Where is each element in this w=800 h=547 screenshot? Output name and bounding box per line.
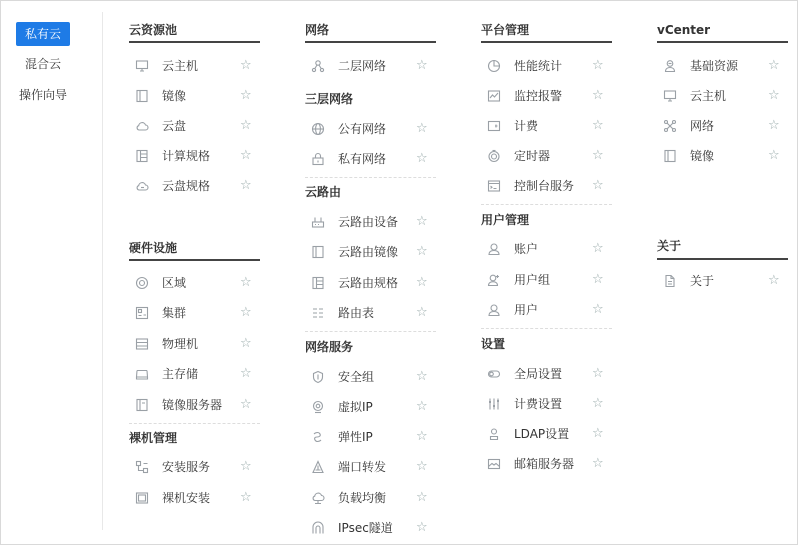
section-separator	[481, 204, 612, 206]
menu-item-vm[interactable]: 云主机 ☆	[129, 57, 259, 75]
monitor-alarm-icon	[487, 89, 501, 103]
section-title-baremetal: 裸机管理	[129, 431, 178, 445]
storage-icon	[135, 367, 149, 381]
menu-item-volume[interactable]: 云盘 ☆	[129, 117, 259, 135]
ldap-icon	[487, 427, 501, 441]
section-title-settings: 设置	[481, 337, 506, 351]
star-icon[interactable]: ☆	[768, 58, 780, 73]
user-icon	[487, 303, 501, 317]
section-title-vrouter: 云路由	[305, 185, 342, 199]
menu-item-l2-network[interactable]: 二层网络 ☆	[305, 57, 435, 75]
star-icon[interactable]: ☆	[416, 429, 428, 444]
menu-item-eip[interactable]: 弹性IP ☆	[305, 428, 435, 446]
section-underline	[129, 259, 260, 261]
star-icon[interactable]: ☆	[240, 88, 252, 103]
star-icon[interactable]: ☆	[768, 118, 780, 133]
section-underline	[657, 41, 788, 43]
nav-divider	[102, 12, 103, 530]
star-icon[interactable]: ☆	[240, 305, 252, 320]
console-icon	[487, 179, 501, 193]
menu-item-port-forward[interactable]: 端口转发 ☆	[305, 458, 435, 476]
lock-network-icon	[311, 152, 325, 166]
menu-item-private-network[interactable]: 私有网络 ☆	[305, 150, 435, 168]
star-icon[interactable]: ☆	[416, 369, 428, 384]
image-icon	[663, 149, 677, 163]
menu-item-vcenter-image[interactable]: 镜像 ☆	[657, 147, 787, 165]
menu-item-ldap-settings[interactable]: LDAP设置 ☆	[481, 425, 611, 443]
sliders-icon	[487, 397, 501, 411]
section-separator	[481, 328, 612, 330]
zone-icon	[135, 276, 149, 290]
menu-item-billing[interactable]: 计费 ☆	[481, 117, 611, 135]
menu-item-route-table[interactable]: 路由表 ☆	[305, 304, 435, 322]
left-nav	[0, 0, 102, 530]
cluster-icon	[135, 306, 149, 320]
nav-hybrid-cloud[interactable]: 混合云	[24, 57, 61, 71]
menu-item-public-network[interactable]: 公有网络 ☆	[305, 120, 435, 138]
menu-item-install-service[interactable]: 安装服务 ☆	[129, 458, 259, 476]
star-icon[interactable]: ☆	[768, 273, 780, 288]
section-title-vcenter: vCenter	[657, 23, 711, 37]
star-icon[interactable]: ☆	[592, 302, 604, 317]
star-icon[interactable]: ☆	[416, 490, 428, 505]
star-icon[interactable]: ☆	[592, 366, 604, 381]
menu-item-baremetal-install[interactable]: 裸机安装 ☆	[129, 489, 259, 507]
base-resource-icon	[663, 59, 677, 73]
star-icon[interactable]: ☆	[768, 88, 780, 103]
menu-item-base-resource[interactable]: 基础资源 ☆	[657, 57, 787, 75]
menu-item-zone[interactable]: 区域 ☆	[129, 274, 259, 292]
image-server-icon	[135, 398, 149, 412]
globe-icon	[311, 122, 325, 136]
toggle-icon	[487, 367, 501, 381]
menu-item-vrouter-spec[interactable]: 云路由规格 ☆	[305, 274, 435, 292]
shield-icon	[311, 370, 325, 384]
menu-item-cluster[interactable]: 集群 ☆	[129, 304, 259, 322]
menu-item-performance[interactable]: 性能统计 ☆	[481, 57, 611, 75]
load-balancer-icon	[311, 491, 325, 505]
server-icon	[135, 337, 149, 351]
section-separator	[305, 331, 436, 333]
star-icon[interactable]: ☆	[416, 520, 428, 535]
star-icon[interactable]: ☆	[416, 399, 428, 414]
menu-item-host[interactable]: 物理机 ☆	[129, 335, 259, 353]
menu-item-mail-server[interactable]: 邮箱服务器 ☆	[481, 455, 611, 473]
star-icon[interactable]: ☆	[240, 148, 252, 163]
menu-item-volume-spec[interactable]: 云盘规格 ☆	[129, 177, 259, 195]
account-icon	[487, 242, 501, 256]
menu-item-vcenter-vm[interactable]: 云主机 ☆	[657, 87, 787, 105]
star-icon[interactable]: ☆	[240, 366, 252, 381]
star-icon[interactable]: ☆	[240, 118, 252, 133]
star-icon[interactable]: ☆	[240, 490, 252, 505]
section-title-network: 网络	[305, 23, 330, 37]
star-icon[interactable]: ☆	[416, 151, 428, 166]
vip-icon	[311, 400, 325, 414]
star-icon[interactable]: ☆	[416, 58, 428, 73]
router-icon	[311, 215, 325, 229]
monitor-icon	[663, 89, 677, 103]
menu-item-image[interactable]: 镜像 ☆	[129, 87, 259, 105]
tunnel-icon	[311, 521, 325, 535]
monitor-icon	[135, 59, 149, 73]
timer-icon	[487, 149, 501, 163]
menu-item-vip[interactable]: 虚拟IP ☆	[305, 398, 435, 416]
menu-item-console-service[interactable]: 控制台服务 ☆	[481, 177, 611, 195]
menu-item-user[interactable]: 用户 ☆	[481, 301, 611, 319]
star-icon[interactable]: ☆	[416, 305, 428, 320]
network-icon	[663, 119, 677, 133]
menu-item-primary-storage[interactable]: 主存储 ☆	[129, 365, 259, 383]
star-icon[interactable]: ☆	[416, 244, 428, 259]
spec-icon	[135, 149, 149, 163]
menu-item-account[interactable]: 账户 ☆	[481, 240, 611, 258]
pie-chart-icon	[487, 59, 501, 73]
nav-guide[interactable]: 操作向导	[18, 88, 67, 102]
route-table-icon	[311, 306, 325, 320]
router-image-icon	[311, 245, 325, 259]
star-icon[interactable]: ☆	[240, 459, 252, 474]
billing-icon	[487, 119, 501, 133]
star-icon[interactable]: ☆	[240, 336, 252, 351]
section-separator	[305, 177, 436, 179]
port-forward-icon	[311, 460, 325, 474]
menu-item-user-group[interactable]: 用户组 ☆	[481, 271, 611, 289]
star-icon[interactable]: ☆	[592, 426, 604, 441]
section-title-cloud-pool: 云资源池	[129, 23, 178, 37]
section-underline	[129, 41, 260, 43]
menu-item-vrouter-image[interactable]: 云路由镜像 ☆	[305, 243, 435, 261]
menu-item-load-balancer[interactable]: 负载均衡 ☆	[305, 489, 435, 507]
star-icon[interactable]: ☆	[416, 459, 428, 474]
menu-item-timer[interactable]: 定时器 ☆	[481, 147, 611, 165]
menu-item-image-server[interactable]: 镜像服务器 ☆	[129, 396, 259, 414]
cloud-spec-icon	[135, 179, 149, 193]
star-icon[interactable]: ☆	[240, 58, 252, 73]
star-icon[interactable]: ☆	[592, 118, 604, 133]
section-title-platform: 平台管理	[481, 23, 530, 37]
star-icon[interactable]: ☆	[416, 121, 428, 136]
star-icon[interactable]: ☆	[592, 148, 604, 163]
star-icon[interactable]: ☆	[592, 456, 604, 471]
section-separator	[129, 423, 260, 425]
star-icon[interactable]: ☆	[592, 178, 604, 193]
section-title-network-service: 网络服务	[305, 340, 354, 354]
mail-icon	[487, 457, 501, 471]
install-service-icon	[135, 460, 149, 474]
menu-item-vrouter[interactable]: 云路由设备 ☆	[305, 213, 435, 231]
star-icon[interactable]: ☆	[592, 272, 604, 287]
section-title-user-mgmt: 用户管理	[481, 213, 530, 227]
section-title-hardware: 硬件设施	[129, 241, 178, 255]
user-group-icon	[487, 273, 501, 287]
star-icon[interactable]: ☆	[592, 396, 604, 411]
menu-item-about[interactable]: 关于 ☆	[657, 272, 787, 290]
cloud-icon	[135, 119, 149, 133]
baremetal-icon	[135, 491, 149, 505]
menu-item-security-group[interactable]: 安全组 ☆	[305, 368, 435, 386]
star-icon[interactable]: ☆	[240, 397, 252, 412]
nav-private-cloud[interactable]: 私有云	[16, 22, 70, 46]
menu-item-vcenter-network[interactable]: 网络 ☆	[657, 117, 787, 135]
star-icon[interactable]: ☆	[592, 58, 604, 73]
section-underline	[305, 41, 436, 43]
menu-item-compute-spec[interactable]: 计算规格 ☆	[129, 147, 259, 165]
menu-item-monitor-alarm[interactable]: 监控报警 ☆	[481, 87, 611, 105]
l2-network-icon	[311, 59, 325, 73]
image-icon	[135, 89, 149, 103]
section-underline	[657, 258, 788, 260]
star-icon[interactable]: ☆	[416, 214, 428, 229]
eip-icon	[311, 430, 325, 444]
section-underline	[481, 41, 612, 43]
star-icon[interactable]: ☆	[592, 241, 604, 256]
star-icon[interactable]: ☆	[592, 88, 604, 103]
router-spec-icon	[311, 276, 325, 290]
menu-item-global-settings[interactable]: 全局设置 ☆	[481, 365, 611, 383]
star-icon[interactable]: ☆	[768, 148, 780, 163]
star-icon[interactable]: ☆	[416, 275, 428, 290]
star-icon[interactable]: ☆	[240, 178, 252, 193]
menu-item-billing-settings[interactable]: 计费设置 ☆	[481, 395, 611, 413]
menu-item-ipsec[interactable]: IPsec隧道 ☆	[305, 519, 435, 537]
section-title-about: 关于	[657, 239, 682, 253]
section-title-l3-network: 三层网络	[305, 92, 354, 106]
document-icon	[663, 274, 677, 288]
star-icon[interactable]: ☆	[240, 275, 252, 290]
